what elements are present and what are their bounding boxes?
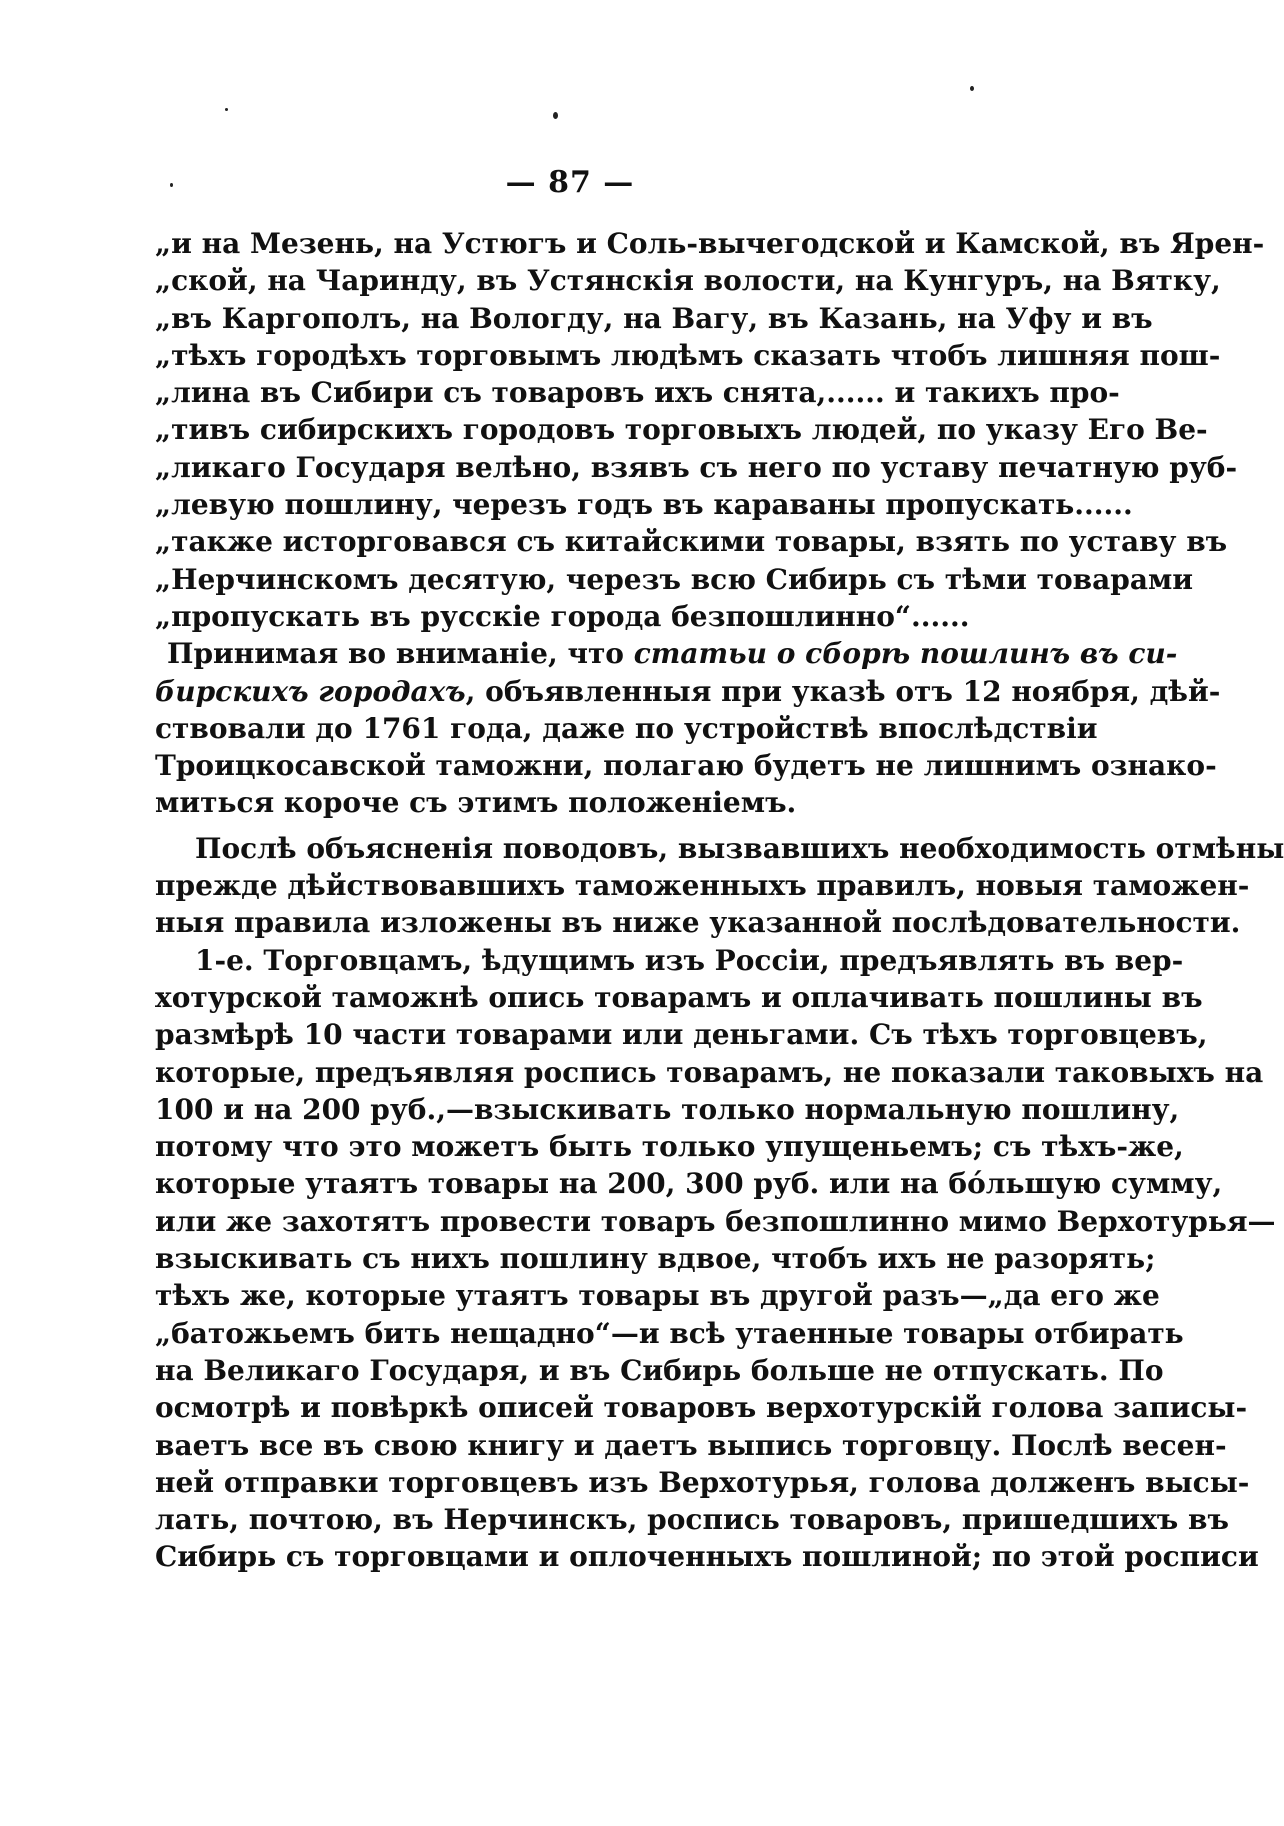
text-line	[155, 673, 1221, 710]
text-line: „Нерчинскомъ десятую, черезъ всю Сибирь съ тѣми товарами	[155, 562, 1194, 596]
text-run: Принимая во вниманіе, что	[167, 637, 634, 671]
italic-text-run: статьи о сборѣ пошлинъ въ си-	[633, 637, 1178, 671]
ink-speck	[553, 112, 558, 119]
text-line: „ликаго Государя велѣно, взявъ съ него по уставу печатную руб-	[155, 450, 1238, 484]
text-line: взыскивать съ нихъ пошлину вдвое, чтобъ ихъ не разорять;	[155, 1242, 1156, 1276]
text-line: „батожьемъ бить нещадно“—и всѣ утаенные товары отбирать	[155, 1316, 1184, 1350]
text-line: 100 и на 200 руб.,—взыскивать только нормальную пошлину,	[155, 1092, 1180, 1126]
italic-text-run: бирскихъ городахъ	[155, 674, 466, 708]
text-line: ваетъ все въ свою книгу и даетъ выпись торговцу. Послѣ весен-	[155, 1428, 1227, 1462]
text-line: размѣрѣ 10 части товарами или деньгами. Съ тѣхъ торговцевъ,	[155, 1018, 1208, 1052]
text-line: которые, предъявляя роспись товарамъ, не показали таковыхъ на	[155, 1055, 1264, 1089]
text-line: „пропускать въ русскіе города безпошлинно“......	[155, 599, 970, 633]
text-line: ныя правила изложены въ ниже указанной послѣдовательности.	[155, 906, 1241, 940]
text-line: „ской, на Чаринду, въ Устянскія волости, на Кунгуръ, на Вятку,	[155, 264, 1221, 298]
text-line: „тивъ сибирскихъ городовъ торговыхъ людей, по указу Его Ве-	[155, 413, 1208, 447]
text-line: или же захотятъ провести товаръ безпошлинно мимо Верхотурья—	[155, 1204, 1276, 1238]
ink-speck	[970, 86, 974, 91]
ink-speck	[225, 108, 228, 111]
text-line: Сибирь съ торговцами и оплоченныхъ пошлиной; по этой росписи	[155, 1540, 1259, 1574]
text-line: хотурской таможнѣ опись товарамъ и оплачивать пошлины въ	[155, 980, 1203, 1014]
text-line: 1-е. Торговцамъ, ѣдущимъ изъ Россіи, предъявлять въ вер-	[195, 943, 1184, 977]
text-line: „въ Каргополъ, на Вологду, на Вагу, въ Казань, на Уфу и въ	[155, 301, 1153, 335]
text-line: осмотрѣ и повѣркѣ описей товаровъ верхотурскій голова записы-	[155, 1391, 1248, 1425]
text-line: потому что это можетъ быть только упущеньемъ; съ тѣхъ-же,	[155, 1130, 1184, 1164]
text-line: прежде дѣйствовавшихъ таможенныхъ правилъ, новыя таможен-	[155, 869, 1250, 903]
text-line: ней отправки торговцевъ изъ Верхотурья, голова долженъ высы-	[155, 1465, 1250, 1499]
text-line: на Великаго Государя, и въ Сибирь больше не отпускать. По	[155, 1353, 1164, 1387]
text-line: которые утаятъ товары на 200, 300 руб. или на бо́льшую сумму,	[155, 1167, 1223, 1201]
text-line: „тѣхъ городѣхъ торговымъ людѣмъ сказать чтобъ лишняя пош-	[155, 338, 1221, 372]
text-line: „лина въ Сибири съ товаровъ ихъ снята,...... и такихъ про-	[155, 376, 1120, 410]
text-line: „и на Мезень, на Устюгъ и Соль-вычегодской и Камской, въ Ярен-	[155, 227, 1265, 260]
page-number: — 87 —	[505, 165, 635, 200]
text-line: „также исторговався съ китайскими товары, взять по уставу въ	[155, 525, 1228, 559]
text-line: лать, почтою, въ Нерчинскъ, роспись товаровъ, пришедшихъ въ	[155, 1503, 1229, 1537]
text-line	[155, 635, 1178, 672]
text-line: ствовали до 1761 года, даже по устройствѣ впослѣдствіи	[155, 711, 1098, 745]
text-line: тѣхъ же, которые утаятъ товары въ другой разъ—„да его же	[155, 1279, 1160, 1313]
body-text	[155, 225, 1284, 1576]
text-line: „левую пошлину, черезъ годъ въ караваны пропускать......	[155, 488, 1133, 522]
text-run: , объявленныя при указѣ отъ 12 ноября, дѣй-	[465, 674, 1221, 708]
text-line: Послѣ объясненія поводовъ, вызвавшихъ необходимость отмѣны	[195, 831, 1284, 865]
text-line: миться короче съ этимъ положеніемъ.	[155, 786, 797, 820]
paragraph-gap	[155, 822, 1003, 830]
text-line: Троицкосавской таможни, полагаю будетъ не лишнимъ ознако-	[155, 749, 1217, 783]
